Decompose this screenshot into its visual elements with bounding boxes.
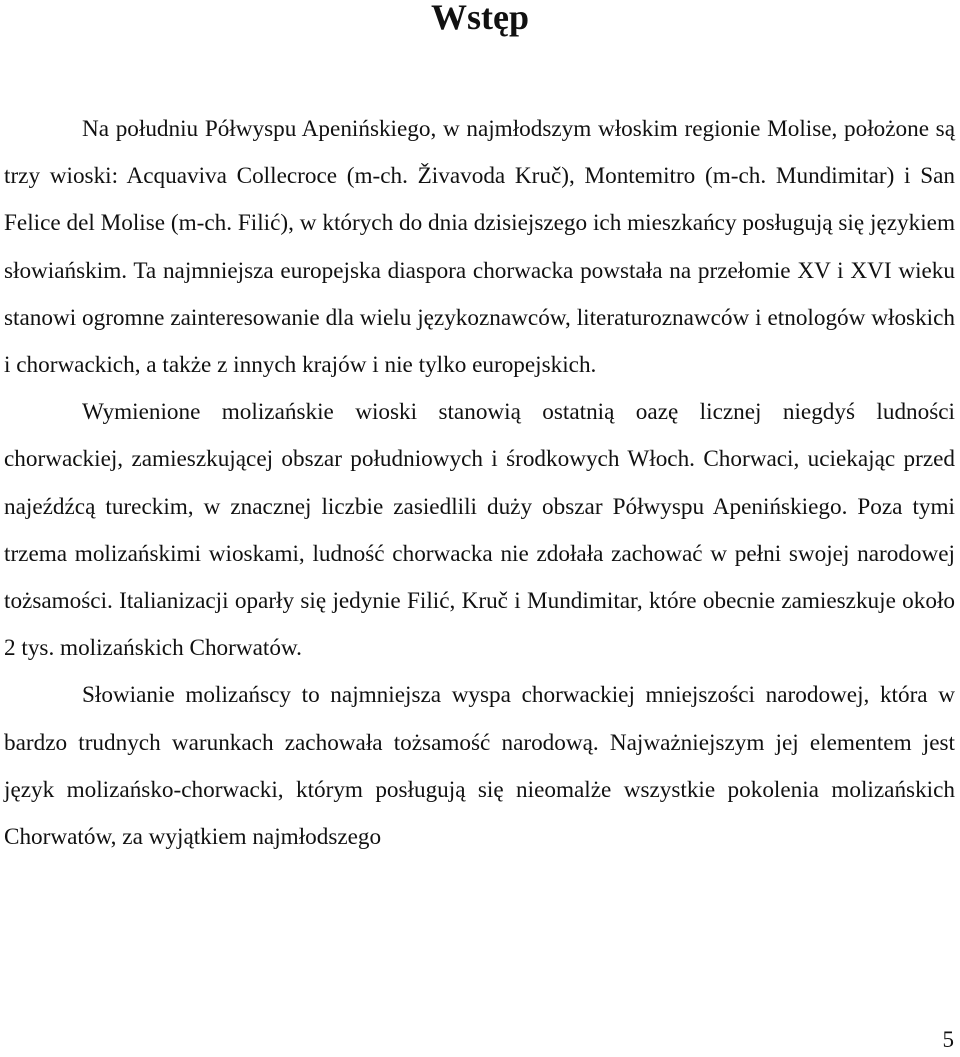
paragraph-2: Wymienione molizańskie wioski stanowią ostatnią oazę licznej niegdyś ludności chorwackiej, zamieszkującej obszar południowych i środkowych Włoch. Chorwaci, uciekając przed najeźdźcą tureckim, w znacznej liczbie zasiedlili duży obszar Półwyspu Apenińskiego. Poza tymi trzema molizańskimi wioskami, ludność chorwacka nie zdołała zachować w pełni swojej narodowej tożsamości. Italianizacji oparły się jedynie Filić, Kruč i Mundimitar, które obecnie zamieszkuje około 2 tys. molizańskich Chorwatów. bbox=[4, 399, 955, 662]
paragraph-1: Na południu Półwyspu Apenińskiego, w najmłodszym włoskim regionie Molise, położone są trzy wioski: Acquaviva Collecroce (m-ch. Živavoda Kruč), Montemitro (m-ch. Mundimitar) i San Felice del Molise (m-ch. Filić), w których do dnia dzisiejszego ich mieszkańcy posługują się językiem słowiańskim. Ta najmniejsza europejska diaspora chorwacka powstała na przełomie XV i XVI wieku stanowi ogromne zainteresowanie dla wielu językoznawców, literaturoznawców i etnologów włoskich i chorwackich, a także z innych krajów i nie tylko europejskich. bbox=[4, 116, 955, 379]
page-title: Wstęp bbox=[431, 0, 529, 37]
paragraph-3: Słowianie molizańscy to najmniejsza wyspa chorwackiej mniejszości narodowej, która w bardzo trudnych warunkach zachowała tożsamość narodową. Najważniejszym jej elementem jest język molizańsko-chorwacki, którym posługują się nieomalże wszystkie pokolenia molizańskich Chorwatów, za wyjątkiem najmłodszego bbox=[4, 682, 955, 851]
page-number: 5 bbox=[942, 1027, 954, 1052]
body-text bbox=[4, 106, 955, 861]
